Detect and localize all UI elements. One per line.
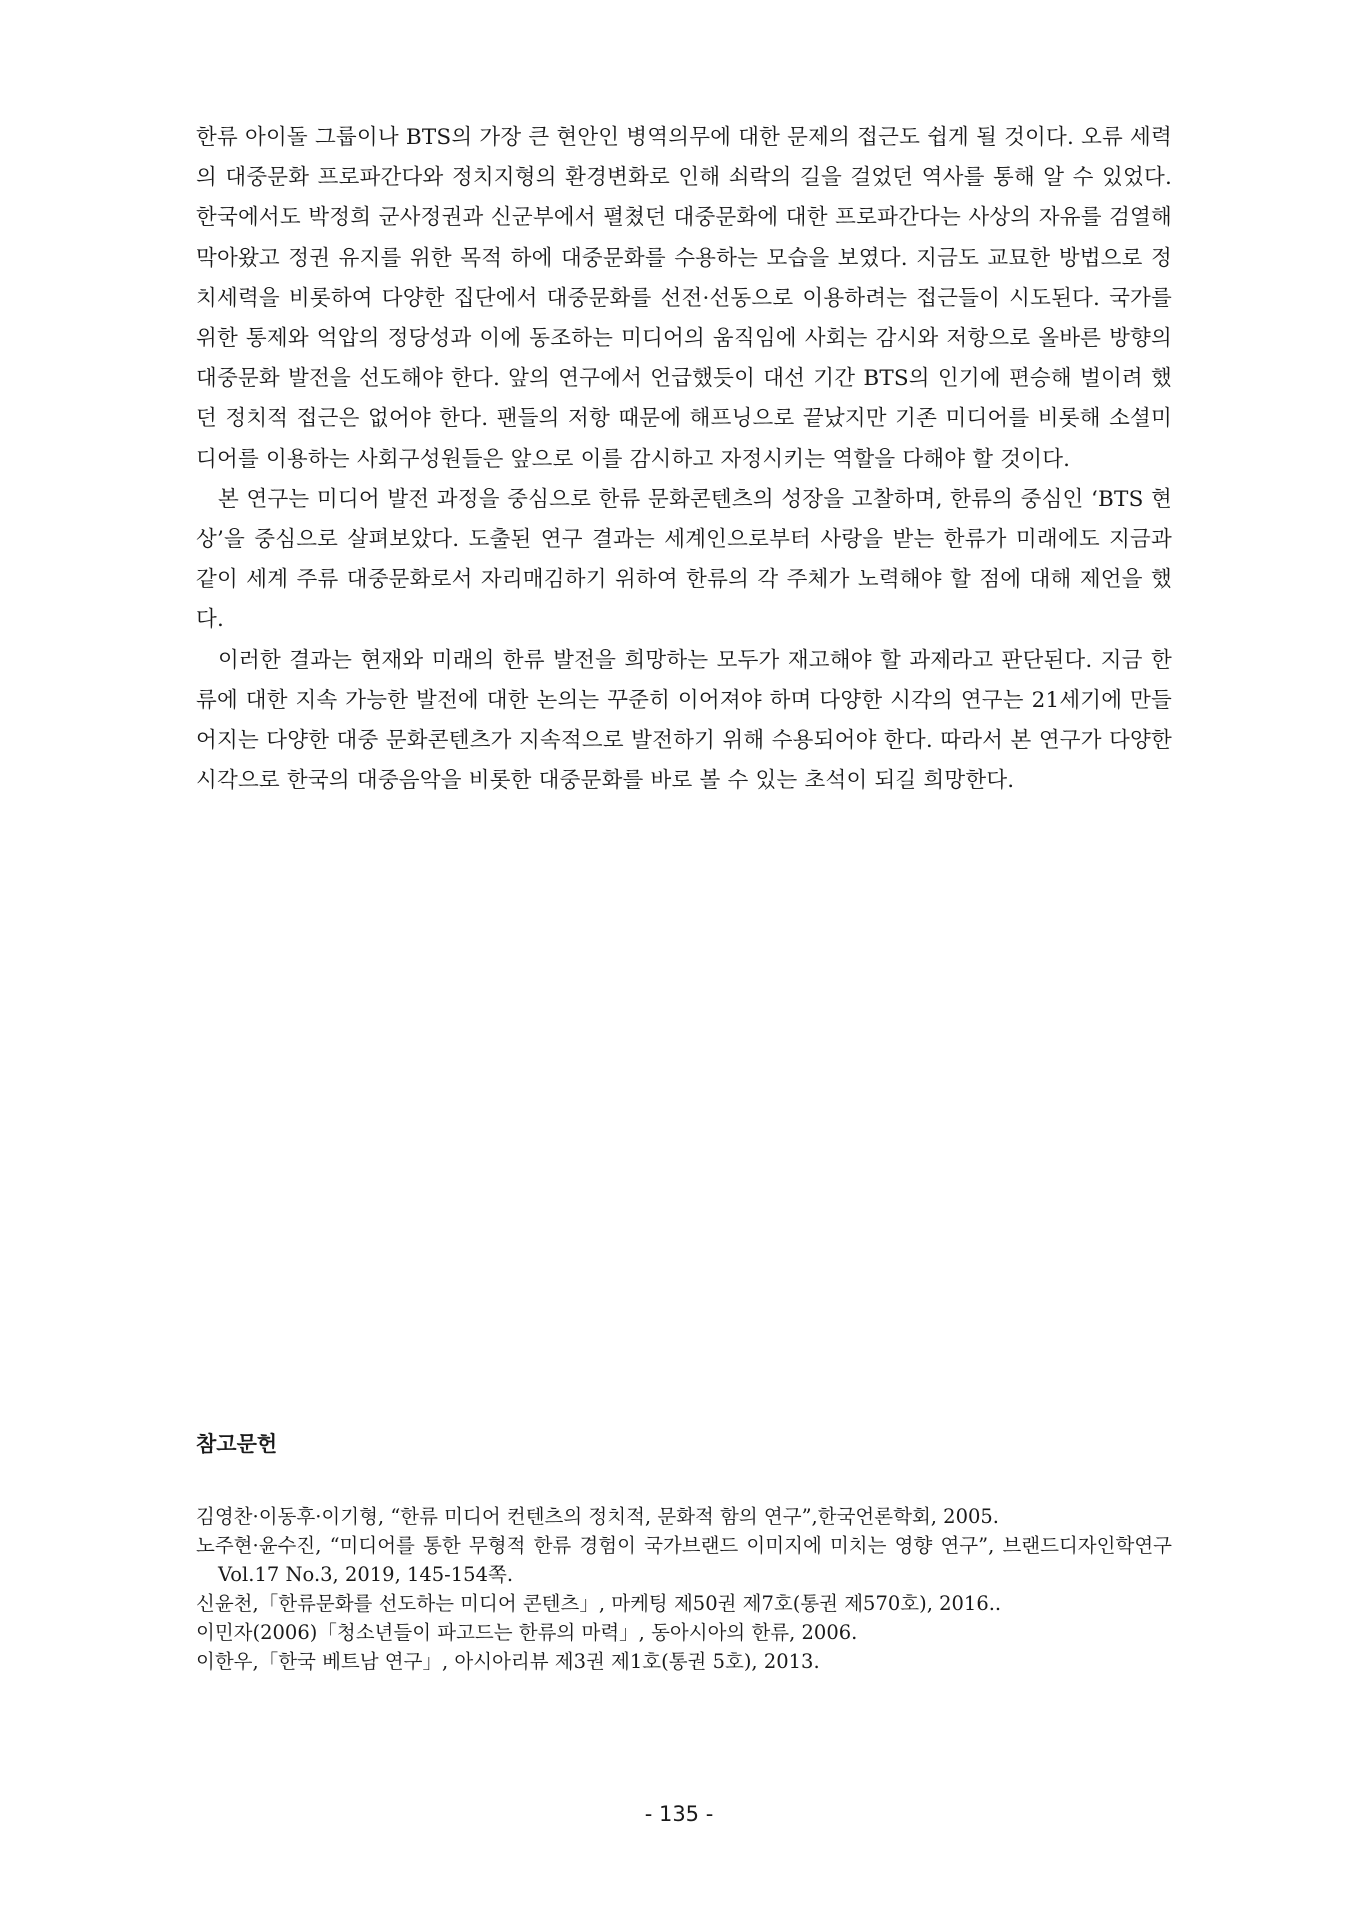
reference-item-1: 김영찬·이동후·이기형, “한류 미디어 컨텐츠의 정치적, 문화적 함의 연구”,한국언론학회, 2005. [196, 1505, 999, 1528]
page-number: - 135 - [644, 1802, 714, 1826]
main-text [196, 118, 1172, 801]
reference-item-2: 노주현·윤수진, “미디어를 통한 무형적 한류 경험이 국가브랜드 이미지에 미치는 영향 연구”, 브랜드디자인학연구 Vol.17 No.3, 2019, 145-154쪽. [196, 1534, 1172, 1586]
paragraph-3: 이러한 결과는 현재와 미래의 한류 발전을 희망하는 모두가 재고해야 할 과제라고 판단된다. 지금 한류에 대한 지속 가능한 발전에 대한 논의는 꾸준히 이어져야 하며 다양한 시각의 연구는 21세기에 만들어지는 다양한 대중 문화콘텐츠가 지속적으로 발전하기 위해 수용되어야 한다. 따라서 본 연구가 다양한 시각으로 한국의 대중음악을 비롯한 대중문화를 바로 볼 수 있는 초석이 되길 희망한다. [196, 647, 1172, 794]
body-text [196, 118, 1172, 801]
reference-item-5: 이한우,「한국 베트남 연구」, 아시아리뷰 제3권 제1호(통권 5호), 2013. [196, 1650, 820, 1673]
paragraph-1: 한류 아이돌 그룹이나 BTS의 가장 큰 현안인 병역의무에 대한 문제의 접근도 쉽게 될 것이다. 오류 세력의 대중문화 프로파간다와 정치지형의 환경변화로 인해 쇠락의 길을 걸었던 역사를 통해 알 수 있었다. 한국에서도 박정희 군사정권과 신군부에서 펼쳤던 대중문화에 대한 프로파간다는 사상의 자유를 검열해 막아왔고 정권 유지를 위한 목적 하에 대중문화를 수용하는 모습을 보였다. 지금도 교묘한 방법으로 정치세력을 비롯하여 다양한 집단에서 대중문화를 선전·선동으로 이용하려는 접근들이 시도된다. 국가를 위한 통제와 억압의 정당성과 이에 동조하는 미디어의 움직임에 사회는 감시와 저항으로 올바른 방향의 대중문화 발전을 선도해야 한다. 앞의 연구에서 언급했듯이 대선 기간 BTS의 인기에 편승해 벌이려 했던 정치적 접근은 없어야 한다. 팬들의 저항 때문에 해프닝으로 끝났지만 기존 미디어를 비롯해 소셜미디어를 이용하는 사회구성원들은 앞으로 이를 감시하고 자정시키는 역할을 다해야 할 것이다. [196, 125, 1172, 472]
paragraph-2: 본 연구는 미디어 발전 과정을 중심으로 한류 문화콘텐츠의 성장을 고찰하며, 한류의 중심인 ‘BTS 현상’을 중심으로 살펴보았다. 도출된 연구 결과는 세계인으로부터 사랑을 받는 한류가 미래에도 지금과 같이 세계 주류 대중문화로서 자리매김하기 위하여 한류의 각 주체가 노력해야 할 점에 대해 제언을 했다. [196, 486, 1172, 633]
reference-item-3: 신윤천,「한류문화를 선도하는 미디어 콘텐츠」, 마케팅 제50권 제7호(통권 제570호), 2016.. [196, 1592, 1002, 1615]
references-section [196, 1428, 1172, 1676]
reference-item-4: 이민자(2006)「청소년들이 파고드는 한류의 마력」, 동아시아의 한류, 2006. [196, 1621, 858, 1644]
references-title: 참고문헌 [196, 1432, 278, 1456]
